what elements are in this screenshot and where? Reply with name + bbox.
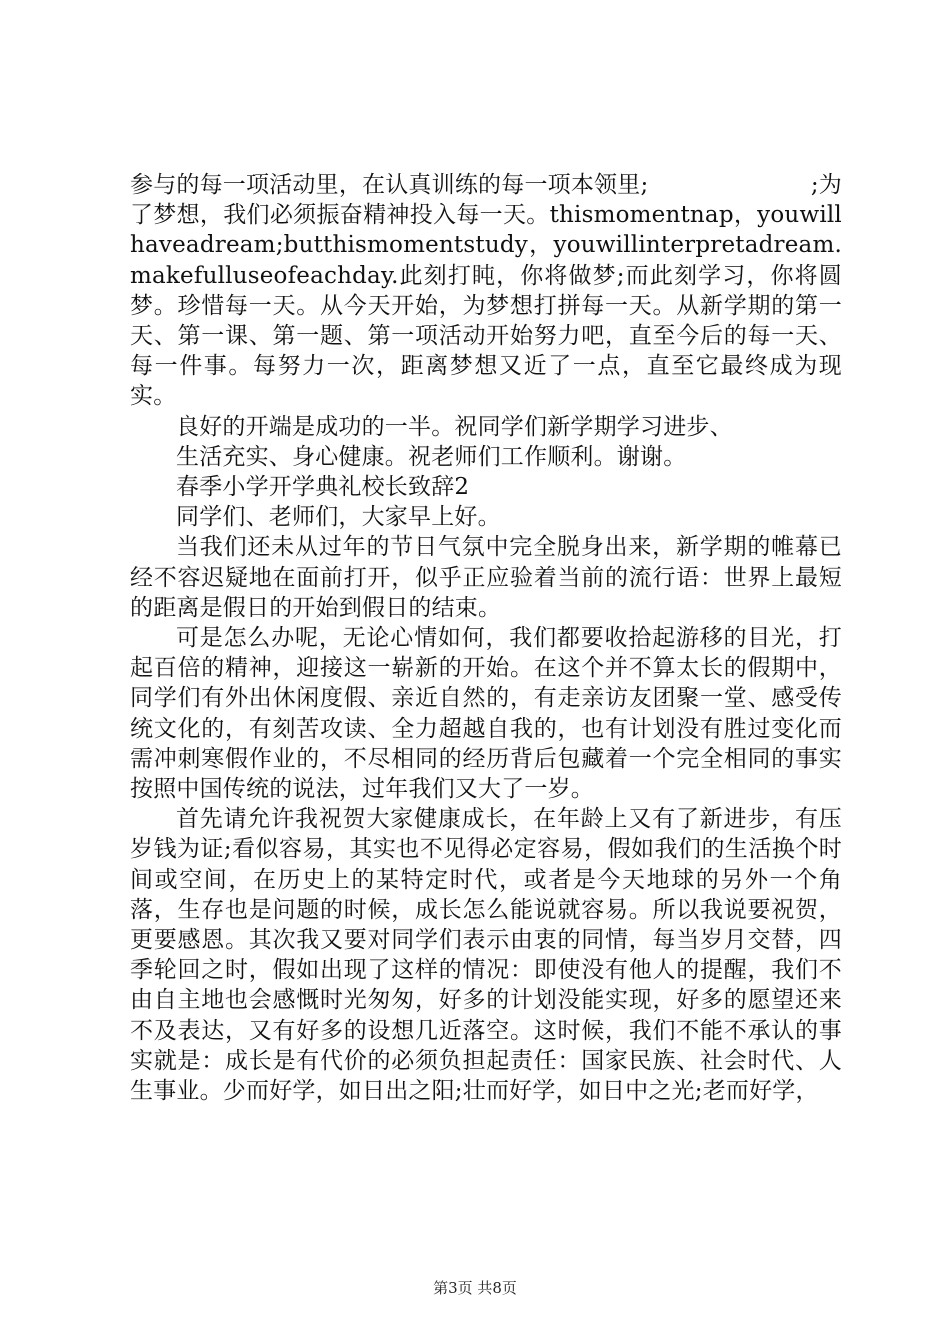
paragraph-holiday: 可是怎么办呢，无论心情如何，我们都要收拾起游移的目光，打起百倍的精神，迎接这一崭新的开始。在这个并不算太长的假期中，同学们有外出休闲度假、亲近自然的，有走亲访友团聚一堂、感受传统文化的，有刻苦攻读、全力超越自我的，也有计划没有胜过变化而需冲刺寒假作业的，不尽相同的经历背后包藏着一个完全相同的事实按照中国传统的说法，过年我们又大了一岁。	[130, 625, 842, 803]
page-footer: 第3页 共8页	[433, 1279, 517, 1297]
section-heading: 春季小学开学典礼校长致辞2	[176, 474, 470, 501]
paragraph-closing-2: 生活充实、身心健康。祝老师们工作顺利。谢谢。	[176, 443, 687, 470]
paragraph-closing-1: 良好的开端是成功的一半。祝同学们新学期学习进步、	[176, 413, 733, 440]
paragraph-continued: 参与的每一项活动里，在认真训练的每一项本领里; ;为了梦想，我们必须振奋精神投入每一天。thismomentnap，youwillhaveadream;butthismomentstudy，youwillinterpretadream.makefulluseofeachday.此刻打盹，你将做梦;而此刻学习，你将圆梦。珍惜每一天。从今天开始，为梦想打拼每一天。从新学期的第一天、第一课、第一题、第一项活动开始努力吧，直至今后的每一天、每一件事。每努力一次，距离梦想又近了一点，直至它最终成为现实。	[130, 172, 842, 410]
document-body	[130, 170, 842, 1106]
paragraph-growth: 首先请允许我祝贺大家健康成长，在年龄上又有了新进步，有压岁钱为证;看似容易，其实也不见得必定容易，假如我们的生活换个时间或空间，在历史上的某特定时代，或者是今天地球的另外一个角落，生存也是问题的时候，成长怎么能说就容易。所以我说要祝贺，更要感恩。其次我又要对同学们表示由衷的同情，每当岁月交替，四季轮回之时，假如出现了这样的情况：即使没有他人的提醒，我们不由自主地也会感慨时光匆匆，好多的计划没能实现，好多的愿望还来不及表达，又有好多的设想几近落空。这时候，我们不能不承认的事实就是：成长是有代价的必须负担起责任：国家民族、社会时代、人生事业。少而好学，如日出之阳;壮而好学，如日中之光;老而好学，	[130, 806, 842, 1105]
greeting-paragraph: 同学们、老师们，大家早上好。	[176, 504, 501, 531]
paragraph-new-semester: 当我们还未从过年的节日气氛中完全脱身出来，新学期的帷幕已经不容迟疑地在面前打开，似乎正应验着当前的流行语：世界上最短的距离是假日的开始到假日的结束。	[130, 534, 842, 621]
